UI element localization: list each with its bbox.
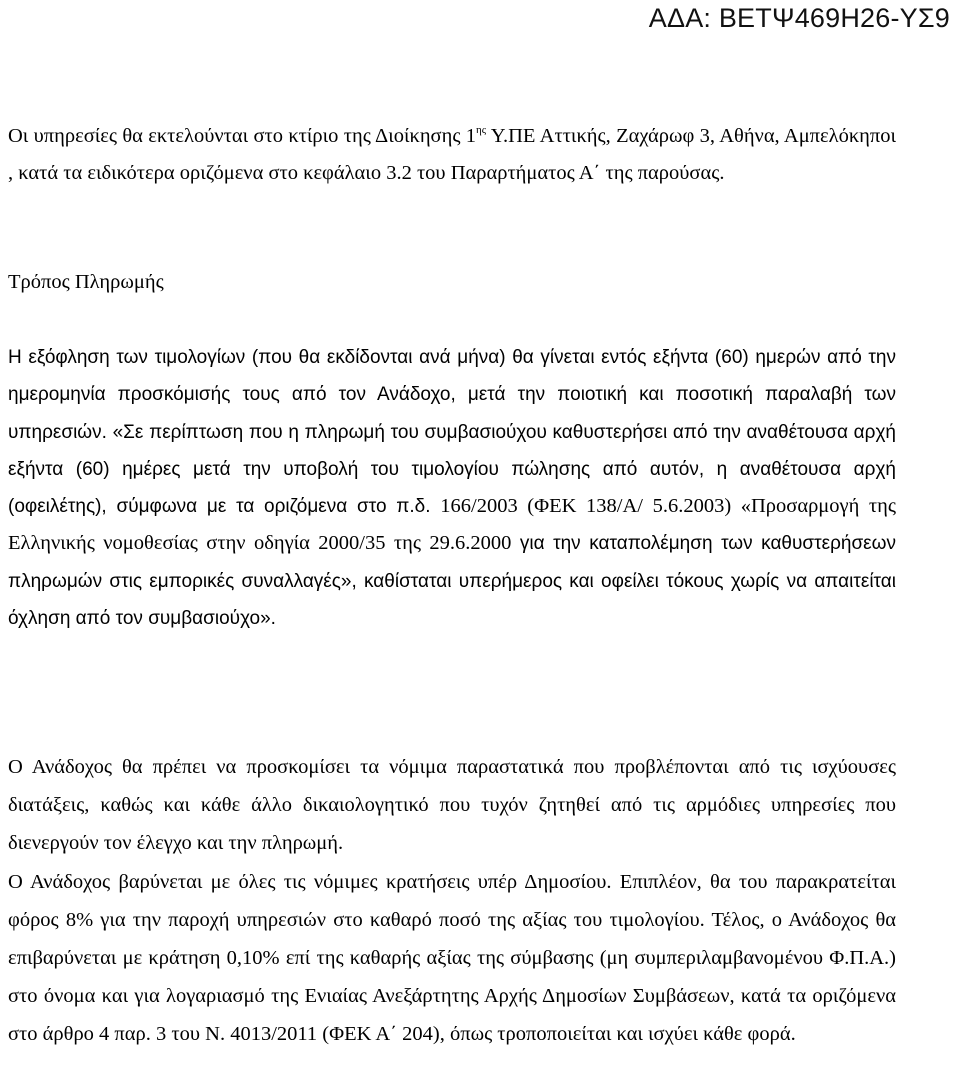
legal-reference: 166/2003 (ΦΕΚ 138/Α/ 5.6.2003) «Προσαρμογή της Ελληνικής νομοθεσίας στην οδηγία 2000/35 της 29.6.2000	[8, 495, 896, 555]
paragraph-payment-terms	[8, 339, 896, 637]
payment-terms-text-end: για την καταπολέμηση των καθυστερήσεων πληρωμών στις εμπορικές συναλλαγές», καθίσταται υπερήμερος και οφείλει τόκους χωρίς να απαιτείται όχληση από τον συμβασιούχο».	[8, 533, 896, 630]
paragraph-documents: Ο Ανάδοχος θα πρέπει να προσκομίσει τα νόμιμα παραστατικά που προβλέπονται από τις ισχύουσες διατάξεις, καθώς και κάθε άλλο δικαιολογητικό που τυχόν ζητηθεί από τις αρμόδιες υπηρεσίες που διενεργούν τον έλεγχο και την πληρωμή.	[8, 756, 896, 854]
ada-code: ΑΔΑ: ΒΕΤΨ469Η26-ΥΣ9	[648, 3, 950, 33]
location-text: Οι υπηρεσίες θα εκτελούνται στο κτίριο της Διοίκησης 1	[8, 125, 477, 147]
location-text-rest: Υ.ΠΕ Αττικής, Ζαχάρωφ 3, Αθήνα, Αμπελόκηποι , κατά τα ειδικότερα οριζόμενα στο κεφάλαιο 3.2 του Παραρτήματος Α΄ της παρούσας.	[8, 125, 896, 184]
ordinal-superscript: ης	[476, 124, 487, 136]
paragraph-deductions: Ο Ανάδοχος βαρύνεται με όλες τις νόμιμες κρατήσεις υπέρ Δημοσίου. Επιπλέον, θα του παρακρατείται φόρος 8% για την παροχή υπηρεσιών στο καθαρό ποσό της αξίας του τιμολογίου. Τέλος, ο Ανάδοχος θα επιβαρύνεται με κράτηση 0,10% επί της καθαρής αξίας της σύμβασης (μη συμπεριλαμβανομένου Φ.Π.Α.) στο όνομα και για λογαριασμό της Ενιαίας Ανεξάρτητης Αρχής Δημοσίων Συμβάσεων, κατά τα οριζόμενα στο άρθρο 4 παρ. 3 του Ν. 4013/2011 (ΦΕΚ Α΄ 204), όπως τροποποιείται και ισχύει κάθε φορά.	[8, 871, 896, 1045]
payment-terms-text: Η εξόφληση των τιμολογίων (που θα εκδίδονται ανά μήνα) θα γίνεται εντός εξήντα (60) ημερών από την ημερομηνία προσκόμισής τους από τον Ανάδοχο, μετά την ποιοτική και ποσοτική παραλαβή των υπηρεσιών. «Σε περίπτωση που η πληρωμή του συμβασιούχου καθυστερήσει από την αναθέτουσα αρχή εξήντα (60) ημέρες μετά την υποβολή του τιμολογίου πώλησης από αυτόν, η αναθέτουσα αρχή (οφειλέτης), σύμφωνα με τα οριζόμενα στο π.δ.	[8, 347, 896, 518]
paragraph-location	[8, 118, 896, 191]
heading-payment-method: Τρόπος Πληρωμής	[8, 271, 164, 293]
